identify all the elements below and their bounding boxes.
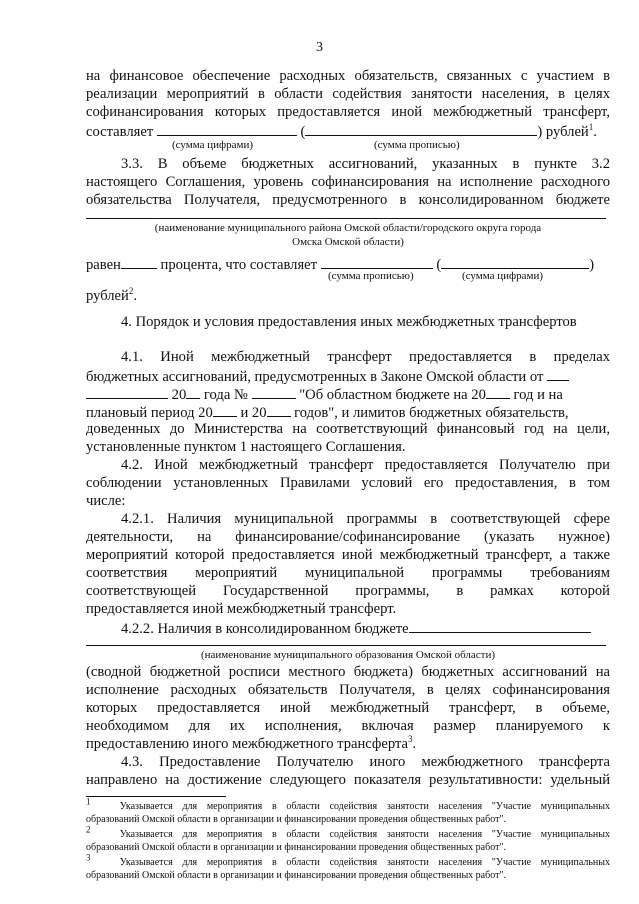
field-caption: (сумма цифрами) [462, 270, 544, 282]
text-fragment: . [133, 288, 137, 304]
text-line: 4.1. Иной межбюджетный трансферт предоставляется в пределах [121, 349, 610, 365]
footnote-mark: 2 [86, 824, 91, 835]
footnote-ref: 3 [408, 734, 413, 745]
text-fragment: "Об областном бюджете на 20 [299, 387, 486, 403]
footnote-mark: 3 [86, 852, 91, 863]
section-heading: 4. Порядок и условия предоставления иных межбюджетных трансфертов [121, 314, 577, 330]
text-line: направлено на достижение следующего показателя результативности: удельный [86, 772, 610, 788]
text-line: доведенных до Министерства на соответствующий финансовый год на цели, [86, 421, 610, 437]
text-fragment: 20 [171, 387, 187, 403]
field-caption: (сумма прописью) [374, 139, 460, 151]
text-fragment: рублей [86, 288, 129, 304]
text-line [86, 385, 610, 404]
text-fragment: процента, что составляет [160, 257, 318, 273]
blank-field [486, 385, 510, 399]
blank-field [321, 255, 433, 269]
text-fragment: бюджетных ассигнований, предусмотренных в Законе Омской области от [86, 369, 544, 385]
text-line: деятельности, на финансирование/софинансирование (указать нужное) [86, 529, 610, 545]
amount-line [86, 122, 610, 141]
text-fragment: год и на [513, 387, 563, 403]
text-line [86, 736, 610, 753]
text-fragment: . [412, 736, 417, 752]
blank-field [267, 403, 291, 417]
footnote-ref: 1 [588, 122, 594, 133]
text-line: 4.2. Иной межбюджетный трансферт предоставляется Получателю при [121, 457, 610, 473]
field-caption: (наименование муниципального района Омской области/городского округа города [154, 222, 542, 234]
text-fragment: плановый период 20 [86, 405, 213, 421]
text-fragment: ) [589, 257, 595, 273]
footnote-text: Указывается для мероприятия в области содействия занятости населения "Участие муниципальных [119, 857, 610, 868]
text-fragment: предоставлению иного межбюджетного трансферта [86, 736, 409, 752]
text-fragment: составляет [86, 124, 154, 140]
field-caption: (сумма прописью) [328, 270, 414, 282]
text-line: предоставляется иной межбюджетный трансферт. [86, 601, 397, 617]
blank-field [409, 619, 591, 633]
blank-field [157, 122, 297, 136]
footnote-separator [86, 796, 226, 797]
blank-field [121, 255, 157, 269]
text-fragment: года № [203, 387, 248, 403]
field-caption: (наименование муниципального образования Омской области) [200, 649, 496, 661]
text-fragment: и 20 [240, 405, 267, 421]
text-line: на финансовое обеспечение расходных обязательств, связанных с участием в [86, 68, 610, 84]
footnote-text: образований Омской области в организации и финансировании проведения общественных работ". [86, 842, 507, 853]
footnote-text: Указывается для мероприятия в области содействия занятости населения "Участие муниципальных [119, 829, 610, 840]
text-line: мероприятий которой предоставляется иной межбюджетный трансферт, а также [86, 547, 610, 563]
text-line: реализации мероприятий в области содействия занятости населения, в целях [86, 86, 610, 102]
text-fragment: ( [300, 124, 306, 140]
text-line [86, 367, 610, 386]
footnote-text: образований Омской области в организации и финансировании проведения общественных работ". [86, 870, 507, 881]
text-line: 4.3. Предоставление Получателю иного межбюджетного трансферта [121, 754, 610, 770]
text-fragment: годов", и лимитов бюджетных обязательств, [294, 405, 569, 421]
text-fragment: равен [86, 257, 121, 273]
text-line: 4.2.1. Наличия муниципальной программы в соответствующей сфере [121, 511, 610, 527]
text-line: исполнение расходных обязательств Получателя, в целях софинансирования [86, 682, 610, 698]
text-line [121, 619, 610, 638]
text-fragment: . [593, 124, 597, 140]
footnote-text: образований Омской области в организации и финансировании проведения общественных работ". [86, 814, 507, 825]
blank-field [441, 255, 589, 269]
blank-line [86, 218, 606, 219]
blank-field [305, 122, 537, 136]
blank-field [252, 385, 296, 399]
blank-field [186, 385, 200, 399]
footnote [86, 796, 610, 826]
footnote [86, 824, 610, 854]
text-line: соответствия мероприятий муниципальной программы требованиям [86, 565, 610, 581]
text-line: числе: [86, 493, 126, 509]
field-caption: Омска Омской области) [292, 236, 404, 248]
text-line [86, 288, 610, 305]
blank-field [86, 385, 168, 399]
text-line: установленные пунктом 1 настоящего Соглашения. [86, 439, 406, 455]
footnote [86, 852, 610, 882]
blank-field [213, 403, 237, 417]
text-fragment: ) рублей [537, 124, 589, 140]
footnote-ref: 2 [128, 286, 134, 297]
text-line: необходимом для их исполнения, включая размер планируемого к [86, 718, 610, 734]
footnote-text: Указывается для мероприятия в области содействия занятости населения "Участие муниципальных [119, 801, 610, 812]
text-line: (сводной бюджетной росписи местного бюджета) бюджетных ассигнований на [86, 664, 610, 680]
text-line: настоящего Соглашения, уровень софинансирования на исполнение расходного [86, 174, 610, 190]
text-line: соответствующей Государственной программы, в рамках которой [86, 583, 610, 599]
blank-field [547, 367, 569, 381]
field-caption: (сумма цифрами) [172, 139, 254, 151]
text-line: обязательства Получателя, предусмотренного в консолидированном бюджете [86, 192, 610, 208]
text-line: которых предоставляется иной межбюджетный трансферт, в объеме, [86, 700, 610, 716]
text-fragment: 4.2.2. Наличия в консолидированном бюджете [121, 621, 409, 637]
page-number: 3 [316, 40, 323, 55]
blank-line [86, 645, 606, 646]
text-line [86, 403, 610, 422]
text-line: софинансирования которых предоставляется иной межбюджетный трансферт, [86, 104, 610, 120]
footnote-mark: 1 [86, 796, 91, 807]
text-line: 3.3. В объеме бюджетных ассигнований, указанных в пункте 3.2 [121, 156, 610, 172]
text-fragment: ( [436, 257, 442, 273]
text-line: соблюдении установленных Правилами условий его предоставления, в том [86, 475, 610, 491]
